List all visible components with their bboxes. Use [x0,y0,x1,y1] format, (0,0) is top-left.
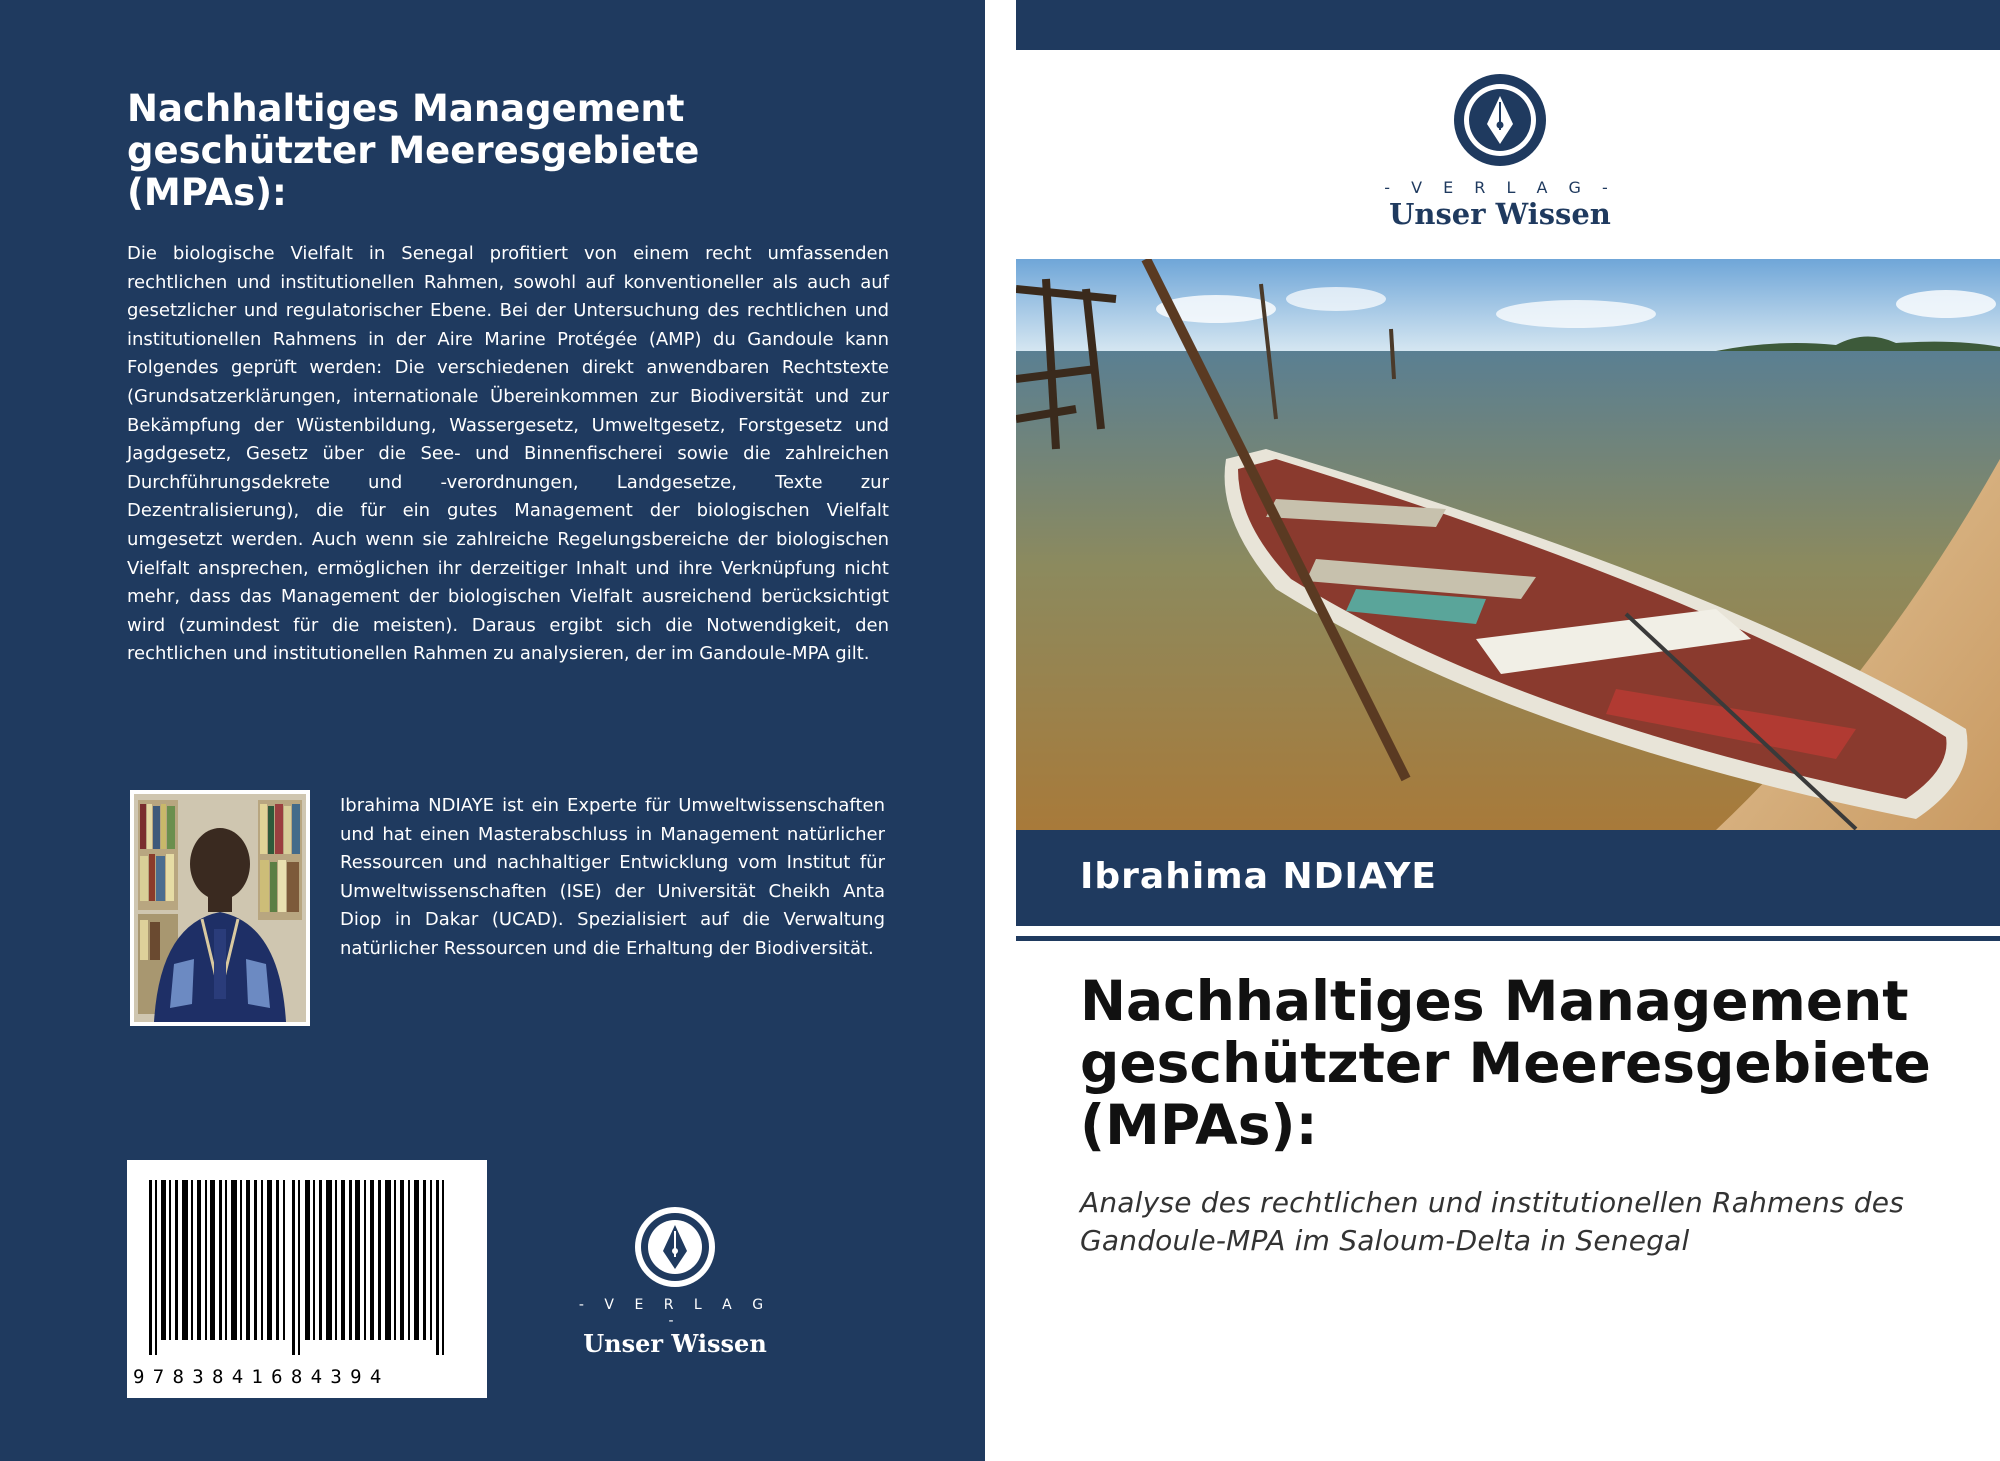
fountain-pen-nib-logo-icon [633,1205,717,1289]
back-cover-blurb: Die biologische Vielfalt in Senegal profitiert von einem recht umfassenden rechtlichen und institutionellen Rahmen, sowohl auf konventioneller als auch auf gesetzlicher und regulatorischer Ebene. Bei der Untersuchung des rechtlichen und institutionellen Rahmens in der Aire Marine Protégée (AMP) du Gandoule kann Folgendes geprüft werden: Die verschiedenen direkt anwendbaren Rechtstexte (Grundsatzerklärungen, internationale Übereinkommen zur Biodiversität und zur Bekämpfung der Wüstenbildung, Wassergesetz, Umweltgesetz, Forstgesetz und Jagdgesetz, Gesetz über die See- und Binnenfischerei sowie die zahlreichen Durchführungsdekrete und -verordnungen, Landgesetze, Texte zur Dezentralisierung), die für ein gutes Management der biologischen Vielfalt umgesetzt werden. Auch wenn sie zahlreiche Regelungsbereiche der biologischen Vielfalt ansprechen, ermöglichen ihr derzeitiger Inhalt und ihre Verknüpfung nicht mehr, dass das Management der biologischen Vielfalt ausreichend berücksichtigt wird (zumindest für die meisten). Daraus ergibt sich die Notwendigkeit, den rechtlichen und institutionellen Rahmen zu analysieren, der im Gandoule-MPA gilt. [127,243,889,665]
isbn-digits: 9783841684394 [133,1366,390,1388]
back-logo-name: Unser Wissen [583,1329,767,1358]
front-top-bar [1016,0,2000,50]
back-cover-title: Nachhaltiges Management geschützter Meeresgebiete (MPAs): [127,87,700,214]
front-publisher-logo [1380,72,1620,231]
isbn-barcode [127,1160,487,1398]
front-logo-verlag: - V E R L A G - [1384,178,1616,197]
author-bio: Ibrahima NDIAYE ist ein Experte für Umweltwissenschaften und hat einen Masterabschluss in Management natürlicher Ressourcen und nachhaltiger Entwicklung vom Institut für Umweltwissenschaften (ISE) der Universität Cheikh Anta Diop in Dakar (UCAD). Spezialisiert auf die Verwaltung natürlicher Ressourcen und die Erhaltung der Biodiversität. [340,795,885,959]
back-logo-verlag: - V E R L A G - [578,1297,772,1329]
front-logo-name: Unser Wissen [1389,197,1611,231]
author-photo-illustration [134,794,306,1022]
back-publisher-logo [575,1205,775,1358]
author-band [1016,830,2000,926]
front-subtitle: Analyse des rechtlichen und institutionellen Rahmens des Gandoule-MPA im Saloum-Delta in Senegal [1080,1186,1904,1257]
barcode-bars [127,1160,487,1360]
divider-rule [1016,936,2000,941]
author-photo [130,790,310,1026]
front-title: Nachhaltiges Management geschützter Meeresgebiete (MPAs): [1080,969,1931,1157]
cover-photo-boat [1016,259,2000,830]
back-cover [0,0,985,1461]
front-author-name: Ibrahima NDIAYE [1080,856,1437,897]
boat-on-shore-illustration [1016,259,2000,830]
fountain-pen-nib-logo-icon [1452,72,1548,168]
